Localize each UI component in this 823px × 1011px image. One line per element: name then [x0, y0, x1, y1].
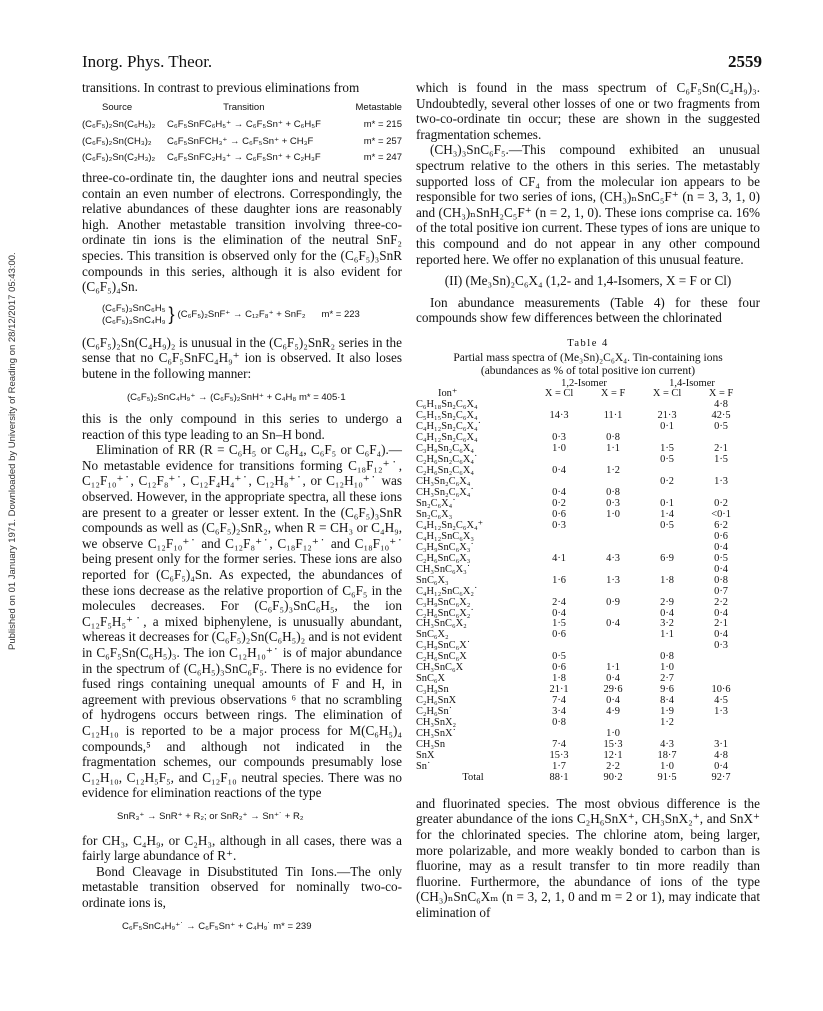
value-cell: 21·1	[549, 684, 569, 696]
paragraph: (CH₃)₃SnC₆F₅.—This compound exhibited an unusual spectrum relative to the others in this series. The metastably supported loss of CF₄ from the molecular ion appears to be responsible for two series of ions, (CH₃)ₙSnC₅F⁺ (n = 3, 3, 1, 0) and (CH₃)ₙSnH₂C₅F⁺ (n = 2, 1, 0). These ions comprise ca. 16% of the total positive ion current. These types of ions are unique to this compound and do not appear in any other compound reported here. We offer no explanation of this unusual feature.	[416, 142, 760, 267]
metastable-row: (C₆F₅)₂Sn(CH₃)₂ C₆F₅SnFCH₃⁺ → C₆F₅Sn⁺ + CH₃F m* = 257	[82, 135, 402, 147]
table-row	[416, 718, 746, 729]
table-row	[416, 740, 746, 751]
value-cell: 0·5	[552, 651, 566, 663]
table-row	[416, 696, 746, 707]
value-cell: 1·0	[606, 508, 620, 520]
value-cell: 1·0	[552, 443, 566, 455]
ion-cell: C₃H₉Sn₂C₆X₄	[416, 443, 474, 455]
value-cell: 1·9	[660, 706, 674, 718]
value-cell	[588, 565, 638, 576]
value-cell	[588, 587, 638, 598]
ion-cell: CH₃SnX₂	[416, 717, 457, 729]
value-cell: 1·1	[606, 662, 620, 674]
value-cell: 3·2	[660, 618, 674, 630]
value-cell: 8·4	[660, 695, 674, 707]
table-column-header: Ion⁺ X = Cl X = F X = Cl X = F	[438, 388, 734, 400]
ion-cell: C₂H₆SnX	[416, 695, 457, 707]
value-cell: 1·1	[660, 629, 674, 641]
value-cell	[696, 663, 746, 674]
table-row	[416, 674, 746, 685]
ion-cell: CH₃Sn	[416, 738, 446, 750]
value-cell: 2·1	[714, 618, 728, 630]
paragraph: Elimination of RR (R = C₆H₅ or C₆H₄, C₆F₅ or C₆F₄).—No metastable evidence for transitions forming C₁₈F₁₂⁺˙, C₁₂F₁₀⁺˙, C₁₂F₈⁺˙, C₁₂F₄H₄⁺˙, C₁₂H₈⁺˙, or C₁₂H₁₀⁺˙ was observed. However, in the appropriate spectra, all these ions are present to a greater or lesser extent. In the (C₆F₅)₃SnR compounds as well as (C₆F₅)₂SnR₂, when R = CH₃ or C₄H₉, we observe C₁₂F₁₀⁺˙ and C₁₂F₈⁺˙, C₁₈F₁₂⁺˙ and C₁₈F₁₀⁺˙ being present only for the former series. These ions are also reported for (C₆F₅)₄Sn. As expected, the abundances of these ions decrease as the relative proportion of C₆F₅ in the molecules decreases. For (C₆F₅)₃SnC₆H₅, the ion C₁₂F₅H₅⁺˙, a mixed biphenylene, is unusually abundant, whereas it decreases for (C₆F₅)₂Sn(C₆H₅)₂ and is not evident in C₆F₅Sn(C₆H₅)₃. The ion C₁₂H₁₀⁺˙ is of major abundance in the spectrum of (C₆H₅)₃SnC₆F₅. There is no evidence for fused rings containing unequal amounts of F and H, in agreement with previous observations ⁶ that no scrambling of hydrogens occurs between rings. The elimination of C₁₂H₁₀ is reported to be a major process for M(C₆H₅)₄ compounds,⁵ and although not indicated in the fragmentation schemes, our compounds presumably lose C₁₂H₁₀, C₁₂H₅F₅, and C₁₂F₁₀ neutral species. There was no evidence for elimination reactions of the type	[82, 442, 402, 801]
ion-cell: C₄H₁₂Sn₂C₆X₄	[416, 432, 478, 444]
ion-cell: SnC₆X	[416, 673, 446, 685]
value-cell	[696, 718, 746, 729]
value-cell: 0·5	[660, 454, 674, 466]
table-row	[416, 663, 746, 674]
right-column	[416, 80, 760, 921]
ion-cell: C₄H₁₂Sn₂C₆X₄⁺	[416, 519, 484, 531]
value-cell: 11·1	[603, 410, 623, 422]
value-cell: 1·3	[714, 706, 728, 718]
value-cell: 1·4	[660, 508, 674, 520]
data-table	[416, 379, 746, 784]
ion-cell: C₃H₉SnC₆X˙	[416, 640, 471, 652]
value-cell: 0·6	[714, 530, 728, 542]
value-cell	[530, 565, 588, 576]
value-cell: 0·6	[552, 629, 566, 641]
ion-cell: C₄H₁₂SnC₆X₃	[416, 530, 474, 542]
value-cell: 4·8	[714, 399, 728, 411]
value-cell: 15·3	[549, 749, 569, 761]
value-cell: 0·8	[552, 717, 566, 729]
table-body	[416, 400, 746, 772]
value-cell	[638, 565, 696, 576]
value-cell: 2·2	[714, 596, 728, 608]
ion-cell: CH₃SnC₆X	[416, 662, 464, 674]
value-cell: 0·5	[660, 519, 674, 531]
value-cell: 0·4	[552, 465, 566, 477]
value-cell: 0·8	[714, 574, 728, 586]
section-heading: (II) (Me₃Sn)₂C₆X₄ (1,2- and 1,4-Isomers, X = F or Cl)	[444, 273, 732, 289]
paragraph: Ion abundance measurements (Table 4) for these four compounds show few differences between the chlorinated	[416, 294, 760, 326]
value-cell: 1·3	[714, 476, 728, 488]
download-watermark: Published on 01 January 1971. Downloaded by University of Reading on 28/12/2017 05:43:00.	[7, 252, 18, 650]
value-cell	[588, 630, 638, 641]
ion-cell: C₆H₁₈Sn₂C₆X₄	[416, 399, 478, 411]
table-row	[416, 652, 746, 663]
value-cell: 0·4	[606, 618, 620, 630]
value-cell: 1·8	[552, 673, 566, 685]
value-cell: 1·2	[660, 717, 674, 729]
ion-cell: C₂H₆Sn₂C₆X₄˙	[416, 454, 478, 466]
ion-cell: C₃H₉Sn	[416, 684, 449, 696]
value-cell: 0·3	[552, 432, 566, 444]
table-group-header: 1,2-Isomer 1,4-Isomer	[561, 377, 715, 389]
value-cell: 10·6	[711, 684, 731, 696]
equation-bond-cleavage: C₆F₅SnC₄H₉⁺˙ → C₆F₅Sn⁺ + C₄H₉˙ m* = 239	[122, 920, 312, 932]
value-cell: 0·8	[606, 487, 620, 499]
ion-cell: CH₃Sn₂C₆X₄˙	[416, 487, 474, 499]
ion-cell: C₂H₆SnC₆X	[416, 651, 467, 663]
value-cell: 0·4	[552, 487, 566, 499]
value-cell: 0·8	[606, 432, 620, 444]
paragraph: this is the only compound in this series to undergo a reaction of this type leading to an Sn–H bond.	[82, 411, 402, 442]
page-number: 2559	[728, 52, 762, 71]
value-cell: 0·2	[660, 476, 674, 488]
table-row	[416, 751, 746, 762]
value-cell: 0·4	[552, 607, 566, 619]
ion-cell: C₃H₉SnC₆X₃˙	[416, 541, 474, 553]
value-cell	[696, 652, 746, 663]
table-row	[416, 707, 746, 718]
value-cell: 0·4	[606, 673, 620, 685]
table-row	[416, 729, 746, 740]
value-cell: 0·3	[552, 519, 566, 531]
table-row	[416, 576, 746, 587]
paragraph: Bond Cleavage in Disubstituted Tin Ions.—The only metastable transition observed for nominally two-co-ordinate ions is,	[82, 863, 402, 910]
ion-cell: Sn₂C₆X₄˙	[416, 497, 456, 509]
value-cell: 0·4	[714, 607, 728, 619]
ion-cell: C₂H₆Sn˙	[416, 706, 453, 718]
value-cell	[588, 641, 638, 652]
ion-cell: C₄H₁₂Sn₂C₆X₄˙	[416, 421, 482, 433]
value-cell: 0·4	[606, 695, 620, 707]
value-cell: 1·3	[606, 574, 620, 586]
value-cell: 29·6	[603, 684, 623, 696]
value-cell: 2·7	[660, 673, 674, 685]
value-cell: 0·6	[552, 662, 566, 674]
value-cell	[530, 532, 588, 543]
value-cell	[588, 532, 638, 543]
value-cell: 2·4	[552, 596, 566, 608]
value-cell: 6·9	[660, 552, 674, 564]
value-cell: 9·6	[660, 684, 674, 696]
ion-cell: SnX	[416, 749, 435, 761]
value-cell: 15·3	[603, 738, 623, 750]
value-cell: 1·8	[660, 574, 674, 586]
value-cell: 0·1	[660, 497, 674, 509]
value-cell: 1·7	[552, 760, 566, 772]
value-cell: 18·7	[657, 749, 677, 761]
value-cell: 1·5	[552, 618, 566, 630]
ion-cell: Sn₂C₆X₃	[416, 508, 453, 520]
table-title: Table 4	[567, 337, 609, 349]
value-cell	[638, 587, 696, 598]
ion-cell: SnC₆X₃	[416, 574, 449, 586]
ion-cell: C₂H₆SnC₆X₂˙	[416, 607, 474, 619]
value-cell: 2·1	[714, 443, 728, 455]
value-cell	[588, 521, 638, 532]
table-row	[416, 499, 746, 510]
value-cell	[530, 587, 588, 598]
value-cell: 1·6	[552, 574, 566, 586]
value-cell: 2·2	[606, 760, 620, 772]
table-row	[416, 587, 746, 598]
value-cell: 1·5	[660, 443, 674, 455]
value-cell: 0·4	[714, 541, 728, 553]
paragraph: (C₆F₅)₂Sn(C₄H₉)₂ is unusual in the (C₆F₅)₂SnR₂ series in the sense that no C₆F₅SnFC₄H₉⁺ ion is observed. It also loses butene in the following manner:	[82, 334, 402, 381]
paragraph: and fluorinated species. The most obvious difference is the greater abundance of the ions C₂H₆SnX⁺, CH₃SnX₂⁺, and SnX⁺ for the chlorinated species. The chlorine atom, being larger, more polarizable, and more weakly bonded to carbon than is fluorine, may as a result transfer to tin more readily than fluorine. Furthermore, the abundance of ions of the type (CH₃)ₙSnC₆Xₘ (n = 3, 2, 1, 0 and m = 2 or 1), may indicate that elimination of	[416, 795, 760, 920]
table-row	[416, 565, 746, 576]
ion-cell: C₃H₉SnC₆X₂	[416, 596, 471, 608]
paragraph: transitions. In contrast to previous eliminations from	[82, 80, 360, 95]
value-cell: 0·7	[714, 585, 728, 597]
ion-cell: C₂H₆Sn₂C₆X₄	[416, 465, 474, 477]
table-caption: Partial mass spectra of (Me₃Sn)₂C₆X₄. Tin-containing ions	[453, 351, 723, 364]
value-cell: 4·1	[552, 552, 566, 564]
value-cell: 7·4	[552, 738, 566, 750]
value-cell: 6·2	[714, 519, 728, 531]
metastable-table: Source Transition Metastable (C₆F₅)₂Sn(C₆H₅)₂ C₆F₅SnFC₆H₅⁺ → C₆F₅Sn⁺ + C₆H₅F m* = 215 (C₆F₅)₂Sn(CH₃)₂ C₆F₅SnFCH₃⁺ → C₆F₅Sn⁺ + CH₃F m* = 257 (C₆F₅)₂Sn(C₂H₃)₂ C₆F₅SnFC₂H₃⁺ → C₆F₅Sn⁺ + C₂H₃F m* = 247	[82, 100, 402, 166]
value-cell: 12·1	[603, 749, 623, 761]
table-row	[416, 488, 746, 499]
table-row	[416, 619, 746, 630]
value-cell: 1·5	[714, 454, 728, 466]
journal-header: Inorg. Phys. Theor.	[82, 52, 213, 71]
equation-snf2-elimination: (C₆F₅)₃SnC₆H₅ (C₆F₅)₃SnC₄H₉ } (C₆F₅)₂SnF⁺ → C₁₂F₈⁺ + SnF₂ m* = 223	[102, 302, 360, 326]
value-cell: <0·1	[711, 508, 731, 520]
ion-cell: CH₃Sn₂C₆X₄	[416, 476, 471, 488]
metastable-row: (C₆F₅)₂Sn(C₆H₅)₂ C₆F₅SnFC₆H₅⁺ → C₆F₅Sn⁺ + C₆H₅F m* = 215	[82, 119, 402, 131]
value-cell: 0·2	[552, 497, 566, 509]
value-cell: 1·0	[660, 662, 674, 674]
value-cell: 1·1	[606, 443, 620, 455]
paragraph: three-co-ordinate tin, the daughter ions and neutral species contain an even number of electrons. Correspondingly, the relative abundances of these daughter ions are reasonably high. Another metastable transition involving three-co-ordinate tin ions is the elimination of the neutral SnF₂ species. This transition is observed only for the (C₆F₅)₃SnR compounds in this series, although it is also evident for (C₆F₅)₄Sn.	[82, 169, 402, 295]
table-total-row: Total 88·1 90·2 91·5 92·7	[462, 771, 731, 783]
value-cell: 4·9	[606, 706, 620, 718]
value-cell: 0·2	[714, 497, 728, 509]
value-cell: 4·5	[714, 695, 728, 707]
value-cell: 2·9	[660, 596, 674, 608]
table-row	[416, 598, 746, 609]
ion-cell: C₂H₆SnC₆X₃	[416, 552, 471, 564]
value-cell: 0·5	[714, 552, 728, 564]
value-cell: 0·4	[714, 760, 728, 772]
value-cell: 0·4	[714, 563, 728, 575]
value-cell: 4·3	[660, 738, 674, 750]
value-cell: 0·5	[714, 421, 728, 433]
value-cell: 21·3	[657, 410, 677, 422]
value-cell: 1·0	[606, 728, 620, 739]
value-cell: 0·4	[714, 629, 728, 641]
ion-cell: SnC₆X₂	[416, 629, 449, 641]
equation-elimination-type: SnR₃⁺ → SnR⁺ + R₂; or SnR₂⁺ → Sn⁺˙ + R₂	[117, 810, 304, 822]
left-column	[82, 80, 402, 934]
value-cell: 4·3	[606, 552, 620, 564]
ion-cell: CH₃SnX˙	[416, 728, 456, 739]
value-cell: 0·3	[606, 497, 620, 509]
ion-cell: Sn˙	[416, 760, 431, 772]
ion-cell: CH₃SnC₆X₃˙	[416, 563, 471, 575]
value-cell: 0·9	[606, 596, 620, 608]
value-cell: 42·5	[711, 410, 731, 422]
value-cell: 0·6	[552, 508, 566, 520]
value-cell: 0·3	[714, 640, 728, 652]
value-cell: 0·8	[660, 651, 674, 663]
value-cell: 0·4	[660, 607, 674, 619]
value-cell: 14·3	[549, 410, 569, 422]
value-cell: 1·2	[606, 465, 620, 477]
value-cell	[638, 532, 696, 543]
ion-cell: C₅H₁₅Sn₂C₆X₄	[416, 410, 478, 422]
value-cell: 3·1	[714, 738, 728, 750]
metastable-row: (C₆F₅)₂Sn(C₂H₃)₂ C₆F₅SnFC₂H₃⁺ → C₆F₅Sn⁺ + C₂H₃F m* = 247	[82, 152, 402, 164]
ion-cell: C₄H₁₂SnC₆X₂˙	[416, 585, 478, 597]
value-cell: 0·1	[660, 421, 674, 433]
value-cell: 1·0	[660, 760, 674, 772]
value-cell: 7·4	[552, 695, 566, 707]
value-cell: 4·8	[714, 749, 728, 761]
equation-butene-loss: (C₆F₅)₂SnC₄H₉⁺ → (C₆F₅)₂SnH⁺ + C₄H₈ m* = 405·1	[127, 391, 346, 403]
paragraph: for CH₃, C₄H₉, or C₂H₃, although in all cases, there was a fairly large abundance of R⁺.	[82, 832, 402, 864]
value-cell: 3·4	[552, 706, 566, 718]
paragraph: which is found in the mass spectrum of C₆F₅Sn(C₄H₉)₃. Undoubtedly, several other losses of one or two fragments from two-co-ordinate tin occur; these are shown in the suggested fragmentation schemes.	[416, 80, 760, 142]
ion-cell: CH₃SnC₆X₂	[416, 618, 467, 630]
table-caption: (abundances as % of total positive ion current)	[480, 364, 696, 377]
table-row	[416, 685, 746, 696]
